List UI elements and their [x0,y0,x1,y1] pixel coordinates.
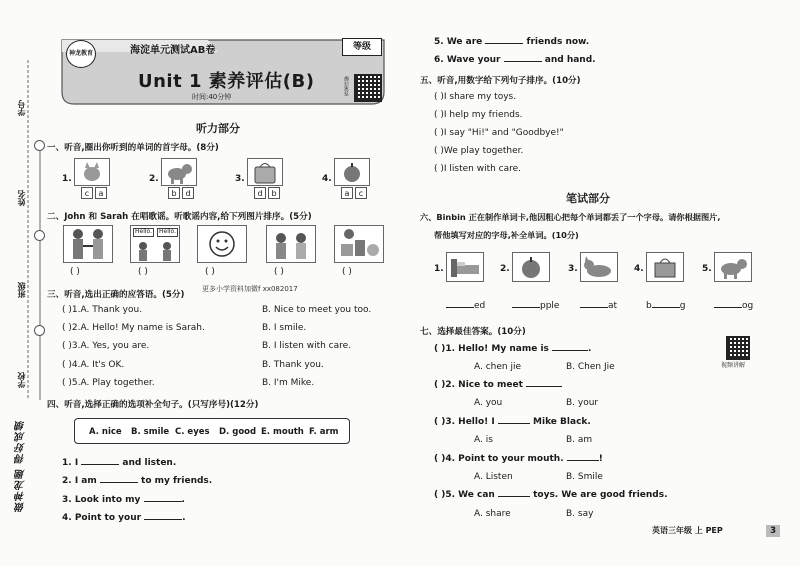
brand-logo-icon: 神龙教育 [66,40,96,68]
q3-option-b[interactable]: B. Thank you. [262,360,324,370]
binder-slogan: 做神龙题 得好成绩 [16,420,27,513]
q1-letter-box[interactable]: a [341,187,353,199]
answer-qr-caption: 答案详解 [344,76,350,96]
word-bank-option: D. good [219,427,257,437]
q1-item-number: 4. [322,174,332,184]
q1-letter-box[interactable]: c [355,187,367,199]
q3-option-a[interactable]: ( )1.A. Thank you. [62,305,143,315]
q1-letter-box[interactable]: a [95,187,107,199]
q6-item-number: 4. [634,264,644,274]
q6-instruction-line-2: 帮他填写对应的字母,补全单词。(10分) [434,230,579,240]
watermark-text: 更多小学资料加微f xx082017 [202,285,298,293]
q3-option-b[interactable]: B. Nice to meet you too. [262,305,372,315]
q3-option-a[interactable]: ( )4.A. It's OK. [62,360,125,370]
q2-instruction: 二、John 和 Sarah 在唱歌谣。听歌谣内容,给下列图片排序。(5分) [47,212,312,222]
q6-word: ed [446,302,485,312]
header-banner [58,36,388,112]
q2-answer-bracket[interactable]: ( ) [205,267,215,277]
video-qr-caption: 视频讲解 [721,362,746,369]
hello-picture-icon [130,225,180,263]
letter-blank[interactable] [714,307,742,308]
q4-instruction: 四、听音,选择正确的选项补全句子。(只写序号)(12分) [47,400,259,410]
answer-blank[interactable] [498,423,530,424]
q7-option-b[interactable]: B. Smile [566,472,603,482]
q3-option-a[interactable]: ( )3.A. Yes, you are. [62,341,150,351]
q3-option-b[interactable]: B. I'm Mike. [262,378,315,388]
q6-word: pple [512,302,559,312]
q1-item-number: 2. [149,174,159,184]
binding-hole-icon [34,140,45,151]
handshake-picture-icon [63,225,113,263]
q7-option-b[interactable]: B. your [566,398,599,408]
letter-blank[interactable] [446,307,474,308]
q5-item[interactable]: ( )I share my toys. [434,92,517,102]
answer-blank[interactable] [567,460,599,461]
q5-instruction: 五、听音,用数字给下列句子排序。(10分) [420,76,581,86]
answer-blank[interactable] [81,464,119,465]
apple-picture-icon [334,158,370,186]
answer-blank[interactable] [498,496,530,497]
binder-strip [0,0,46,566]
dog-picture-icon [714,252,752,282]
q3-option-a[interactable]: ( )2.A. Hello! My name is Sarah. [62,323,205,333]
cat-picture-icon [74,158,110,186]
q3-option-a[interactable]: ( )5.A. Play together. [62,378,155,388]
q5-item[interactable]: ( )I help my friends. [434,110,523,120]
smile-face-icon [197,225,247,263]
binding-hole-icon [34,230,45,241]
q7-option-b[interactable]: B. Chen Jie [566,362,615,372]
word-bank-option: C. eyes [175,427,210,437]
q1-item-number: 1. [62,174,72,184]
dog-picture-icon [161,158,197,186]
word-bank [74,418,350,444]
q1-item-number: 3. [235,174,245,184]
q7-question: ( )5. We can toys. We are good friends. [434,490,668,500]
speech-bubble: Hello. [135,228,153,235]
q3-option-b[interactable]: B. I smile. [262,323,307,333]
q7-instruction: 七、选择最佳答案。(10分) [420,327,526,337]
q2-answer-bracket[interactable]: ( ) [138,267,148,277]
q7-question: ( )1. Hello! My name is . [434,344,592,354]
page-title: Unit 1 素养评估(B) [138,71,315,92]
q2-answer-bracket[interactable]: ( ) [274,267,284,277]
word-bank-option: A. nice [89,427,122,437]
time-limit: 时间:40分钟 [192,93,232,101]
cat-picture-icon [580,252,618,282]
grade-box: 等级 [342,38,382,56]
q4-sentence: 4. Point to your . [62,513,186,523]
word-bank-option: E. mouth [261,427,304,437]
q7-option-b[interactable]: B. say [566,509,594,519]
q5-item[interactable]: ( )We play together. [434,146,524,156]
apple-picture-icon [512,252,550,282]
word-bank-option: B. smile [131,427,170,437]
q7-option-a[interactable]: A. is [474,435,493,445]
q3-instruction: 三、听音,选出正确的应答语。(5分) [47,290,185,300]
q4-sentence: 1. I and listen. [62,458,177,468]
answer-blank[interactable] [504,61,542,62]
word-bank-option: F. arm [309,427,339,437]
bed-picture-icon [446,252,484,282]
q1-instruction: 一、听音,圈出你听到的单词的首字母。(8分) [47,143,219,153]
page-number: 3 [766,525,780,537]
bag-picture-icon [646,252,684,282]
answer-blank[interactable] [144,501,182,502]
q6-item-number: 5. [702,264,712,274]
q6-item-number: 2. [500,264,510,274]
q3-option-b[interactable]: B. I listen with care. [262,341,352,351]
answer-blank[interactable] [552,350,588,351]
q2-answer-bracket[interactable]: ( ) [70,267,80,277]
q7-option-a[interactable]: A. share [474,509,511,519]
toys-picture-icon [334,225,384,263]
q4-sentence: 5. We are friends now. [434,37,590,47]
answer-blank[interactable] [485,43,523,44]
q4-sentence: 6. Wave your and hand. [434,55,596,65]
q1-letter-box[interactable]: b [268,187,280,199]
letter-blank[interactable] [512,307,540,308]
q6-item-number: 1. [434,264,444,274]
video-qr-code-icon [726,336,750,360]
speech-bubble: Hello. [159,228,177,235]
q6-word: b g [646,301,686,311]
writing-section-title: 笔试部分 [566,192,610,205]
letter-blank[interactable] [580,307,608,308]
playing-picture-icon [266,225,316,263]
binding-hole-icon [34,325,45,336]
school-label: 学校 [17,372,26,388]
q6-instruction-line-1: 六、Binbin 正在制作单词卡,他因粗心把每个单词都丢了一个字母。请你根据图片, [420,212,721,222]
q4-sentence: 2. I am to my friends. [62,476,213,486]
q7-question: ( )2. Nice to meet [434,381,562,391]
student-id-label: 学号 [17,100,26,116]
letter-blank[interactable] [652,307,680,308]
q7-question: ( )4. Point to your mouth. ! [434,454,603,464]
q7-option-a[interactable]: A. Listen [474,472,513,482]
q7-option-a[interactable]: A. you [474,398,503,408]
q2-answer-bracket[interactable]: ( ) [342,267,352,277]
series-name: 海淀单元测试AB卷 [130,45,216,56]
q6-item-number: 3. [568,264,578,274]
q7-option-a[interactable]: A. chen jie [474,362,522,372]
q7-option-b[interactable]: B. am [566,435,593,445]
q1-letter-box[interactable]: d [182,187,194,199]
bag-picture-icon [247,158,283,186]
answer-blank[interactable] [100,482,138,483]
name-label: 姓名 [17,190,26,206]
q1-letter-box[interactable]: c [81,187,93,199]
qr-code-icon [354,74,382,102]
q4-sentence: 3. Look into my . [62,495,185,505]
q1-letter-box[interactable]: d [254,187,266,199]
class-label: 班级 [17,282,26,298]
footer-text: 英语三年级 上 PEP [652,526,723,535]
q5-item[interactable]: ( )I listen with care. [434,164,522,174]
q7-question: ( )3. Hello! I Mike Black. [434,417,591,427]
q6-word: og [714,302,753,312]
q1-letter-box[interactable]: b [168,187,180,199]
answer-blank[interactable] [144,519,182,520]
q5-item[interactable]: ( )I say "Hi!" and "Goodbye!" [434,128,564,138]
q6-word: at [580,302,617,312]
listening-section-title: 听力部分 [196,122,240,135]
answer-blank[interactable] [526,386,562,387]
